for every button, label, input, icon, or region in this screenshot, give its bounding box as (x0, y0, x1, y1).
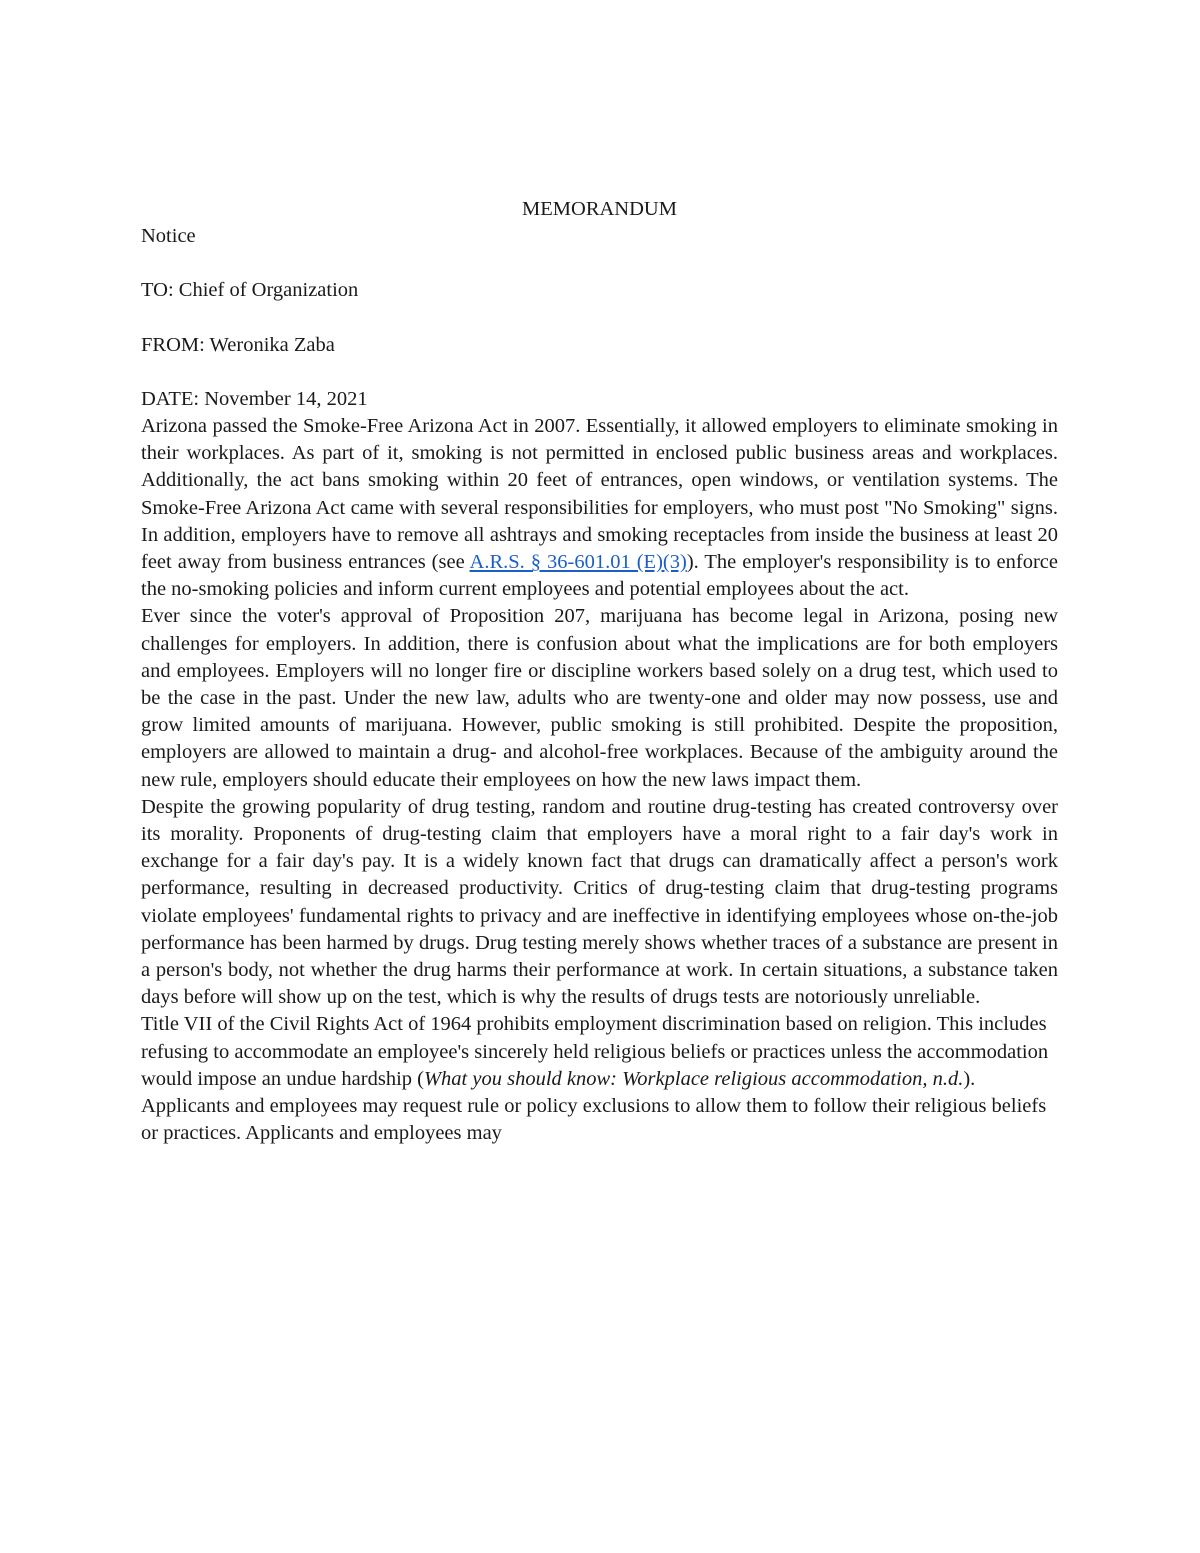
memo-date-line: DATE: November 14, 2021 (141, 387, 368, 410)
citation-italic: What you should know: Workplace religious accommodation, n.d. (423, 1067, 964, 1090)
memo-from-line: FROM: Weronika Zaba (141, 333, 335, 356)
ars-statute-link[interactable]: A.R.S. § 36-601.01 (E)(3) (469, 551, 687, 574)
memo-title: MEMORANDUM (522, 198, 677, 220)
paragraph-smoke-free-text-end: ). The employer's responsibility is to enforce the no-smoking policies and inform current employees and potential employees about the act. (141, 551, 1058, 601)
paragraph-title-vii-text-start: Title VII of the Civil Rights Act of 1964 prohibits employment discrimination based on religion. This includes refusing to accommodate an employee's sincerely held religious beliefs or practices unless the accommodation would impose an undue hardship ( (141, 1013, 1049, 1090)
memo-to-line: TO: Chief of Organization (141, 279, 359, 302)
paragraph-title-vii (141, 1011, 1058, 1147)
paragraph-proposition-207: Ever since the voter's approval of Proposition 207, marijuana has become legal in Arizona, posing new challenges for employers. In addition, there is confusion about what the implications are for both employers and employees. Employers will no longer fire or discipline workers based solely on a drug test, which used to be the case in the past. Under the new law, adults who are twenty-one and older may now possess, use and grow limited amounts of marijuana. However, public smoking is still prohibited. Despite the proposition, employers are allowed to maintain a drug- and alcohol-free workplaces. Because of the ambiguity around the new rule, employers should educate their employees on how the new laws impact them. (141, 605, 1058, 791)
paragraph-smoke-free-act (141, 413, 1058, 603)
memo-page (141, 196, 1058, 1148)
paragraph-title-vii-text-end: ). Applicants and employees may request rule or policy exclusions to allow them to follow their religious beliefs or practices. Applicants and employees may (141, 1067, 1047, 1145)
paragraph-smoke-free-text-start: Arizona passed the Smoke-Free Arizona Act in 2007. Essentially, it allowed employers to eliminate smoking in their workplaces. As part of it, smoking is not permitted in enclosed public business areas and workplaces. Additionally, the act bans smoking within 20 feet of entrances, open windows, or ventilation systems. The Smoke-Free Arizona Act came with several responsibilities for employers, who must post "No Smoking" signs. In addition, employers have to remove all ashtrays and smoking receptacles from inside the business at least 20 feet away from business entrances (see (141, 415, 1058, 574)
memo-notice: Notice (141, 225, 196, 248)
paragraph-drug-testing: Despite the growing popularity of drug testing, random and routine drug-testing has created controversy over its morality. Proponents of drug-testing claim that employers have a moral right to a fair day's work in exchange for a fair day's pay. It is a widely known fact that drugs can dramatically affect a person's work performance, resulting in decreased productivity. Critics of drug-testing claim that drug-testing programs violate employees' fundamental rights to privacy and are ineffective in identifying employees whose on-the-job performance has been harmed by drugs. Drug testing merely shows whether traces of a substance are present in a person's body, not whether the drug harms their performance at work. In certain situations, a substance taken days before will show up on the test, which is why the results of drugs tests are notoriously unreliable. (141, 795, 1058, 1009)
